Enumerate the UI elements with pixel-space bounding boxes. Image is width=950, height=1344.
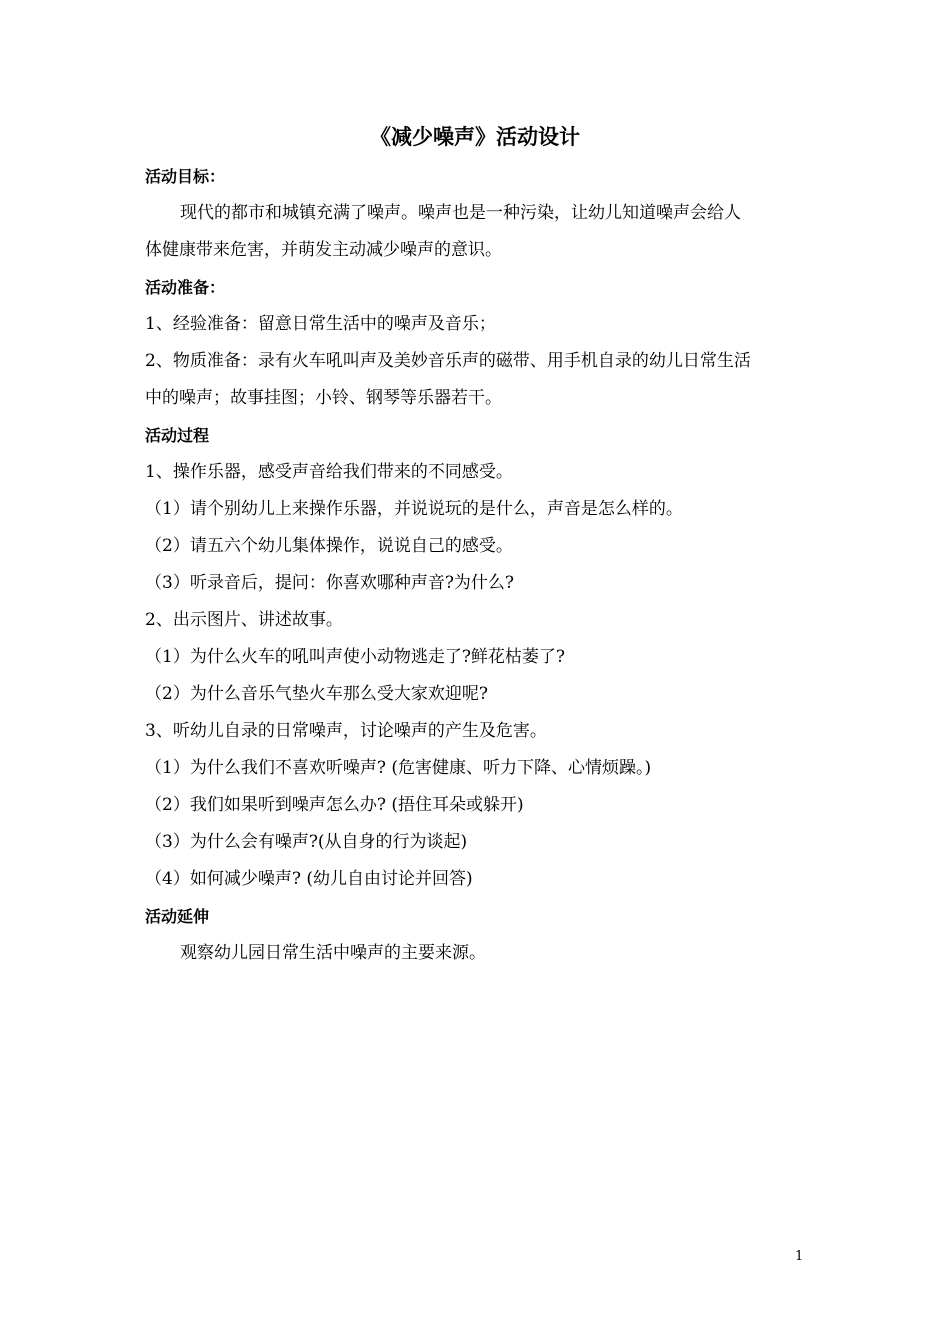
sub-list-item: （1）为什么我们不喜欢听噪声? (危害健康、听力下降、心情烦躁。) (145, 758, 652, 778)
section-heading-goals: 活动目标： (145, 167, 226, 186)
document-body (145, 158, 810, 972)
sub-list-item: （2）为什么音乐气垫火车那么受大家欢迎呢? (145, 684, 488, 704)
sub-list-item: （4）如何减少噪声? (幼儿自由讨论并回答) (145, 869, 473, 889)
paragraph-line: 现代的都市和城镇充满了噪声。噪声也是一种污染，让幼儿知道噪声会给人 (180, 203, 741, 223)
paragraph-line: 体健康带来危害，并萌发主动减少噪声的意识。 (145, 240, 502, 260)
section-heading-preparation: 活动准备： (145, 278, 226, 297)
section-heading-process: 活动过程 (145, 426, 210, 445)
sub-list-item: （2）请五六个幼儿集体操作，说说自己的感受。 (145, 536, 513, 556)
sub-list-item: （1）为什么火车的吼叫声使小动物逃走了?鲜花枯萎了? (145, 647, 566, 667)
sub-list-item: （3）听录音后，提问：你喜欢哪种声音?为什么? (145, 573, 515, 593)
sub-list-item: （3）为什么会有噪声?(从自身的行为谈起) (145, 832, 468, 852)
list-item: 3、听幼儿自录的日常噪声，讨论噪声的产生及危害。 (145, 721, 547, 741)
list-item: 1、经验准备：留意日常生活中的噪声及音乐； (145, 314, 496, 334)
sub-list-item: （1）请个别幼儿上来操作乐器，并说说玩的是什么，声音是怎么样的。 (145, 499, 683, 519)
paragraph-line: 观察幼儿园日常生活中噪声的主要来源。 (180, 943, 486, 963)
document-title: 《减少噪声》活动设计 (370, 125, 580, 149)
list-item: 2、物质准备：录有火车吼叫声及美妙音乐声的磁带、用手机自录的幼儿日常生活 (145, 351, 751, 371)
sub-list-item: （2）我们如果听到噪声怎么办? (捂住耳朵或躲开) (145, 795, 524, 815)
list-item-continuation: 中的噪声；故事挂图；小铃、钢琴等乐器若干。 (145, 388, 502, 408)
page-number: 1 (795, 1249, 804, 1264)
list-item: 1、操作乐器，感受声音给我们带来的不同感受。 (145, 462, 513, 482)
list-item: 2、出示图片、讲述故事。 (145, 610, 343, 630)
section-heading-extension: 活动延伸 (145, 907, 210, 926)
